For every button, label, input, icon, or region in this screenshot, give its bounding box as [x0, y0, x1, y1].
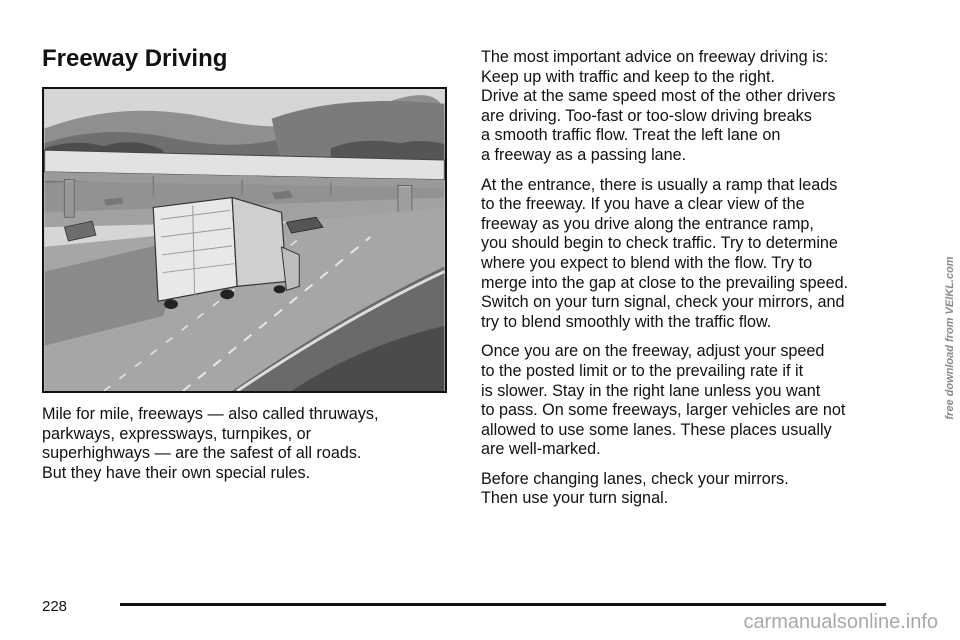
- paragraph-line: Drive at the same speed most of the other drivers: [481, 87, 836, 106]
- paragraph-line: you should begin to check traffic. Try to determine: [481, 234, 838, 253]
- paragraph-line: is slower. Stay in the right lane unless you want: [481, 381, 821, 400]
- paragraph-line: Before changing lanes, check your mirrors.: [481, 469, 789, 488]
- paragraph-line: merge into the gap at close to the prevailing speed.: [481, 273, 849, 292]
- freeway-scene-drawing: [44, 89, 445, 391]
- paragraph-line: Keep up with traffic and keep to the right.: [481, 67, 775, 86]
- intro-line: parkways, expressways, turnpikes, or: [42, 424, 311, 443]
- footer-rule: [120, 603, 886, 606]
- bottom-watermark: carmanualsonline.info: [743, 611, 938, 633]
- page-number: 228: [42, 598, 68, 615]
- intro-line: Mile for mile, freeways — also called thruways,: [42, 405, 379, 423]
- paragraph-line: At the entrance, there is usually a ramp that leads: [481, 175, 838, 194]
- paragraph-line: try to blend smoothly with the traffic flow.: [481, 312, 772, 331]
- right-column: [481, 48, 901, 519]
- paragraph-freeway-advice: [481, 48, 901, 166]
- paragraph-entrance-ramp: [481, 176, 901, 333]
- paragraph-line: allowed to use some lanes. These places usually: [481, 420, 832, 439]
- paragraph-line: to the posted limit or to the prevailing rate if it: [481, 361, 804, 380]
- paragraph-line: Then use your turn signal.: [481, 489, 669, 508]
- paragraph-line: a freeway as a passing lane.: [481, 145, 687, 164]
- freeway-illustration: [42, 87, 447, 393]
- side-watermark: free download from VEIKL.com: [944, 256, 956, 420]
- paragraph-line: where you expect to blend with the flow. Try to: [481, 253, 813, 272]
- paragraph-line: Once you are on the freeway, adjust your speed: [481, 342, 825, 361]
- paragraph-changing-lanes: [481, 470, 901, 509]
- paragraph-line: are driving. Too-fast or too-slow driving breaks: [481, 106, 812, 125]
- paragraph-on-freeway: [481, 342, 901, 460]
- paragraph-line: a smooth traffic flow. Treat the left lane on: [481, 126, 781, 145]
- page-title: Freeway Driving: [42, 45, 228, 72]
- paragraph-line: to the freeway. If you have a clear view of the: [481, 195, 805, 214]
- intro-line: superhighways — are the safest of all roads.: [42, 444, 362, 463]
- paragraph-line: freeway as you drive along the entrance ramp,: [481, 214, 814, 233]
- paragraph-line: to pass. On some freeways, larger vehicles are not: [481, 401, 846, 420]
- paragraph-line: are well-marked.: [481, 440, 601, 459]
- paragraph-line: Switch on your turn signal, check your mirrors, and: [481, 293, 845, 312]
- paragraph-line: The most important advice on freeway driving is:: [481, 48, 829, 66]
- intro-paragraph: [42, 405, 462, 483]
- intro-line: But they have their own special rules.: [42, 463, 311, 482]
